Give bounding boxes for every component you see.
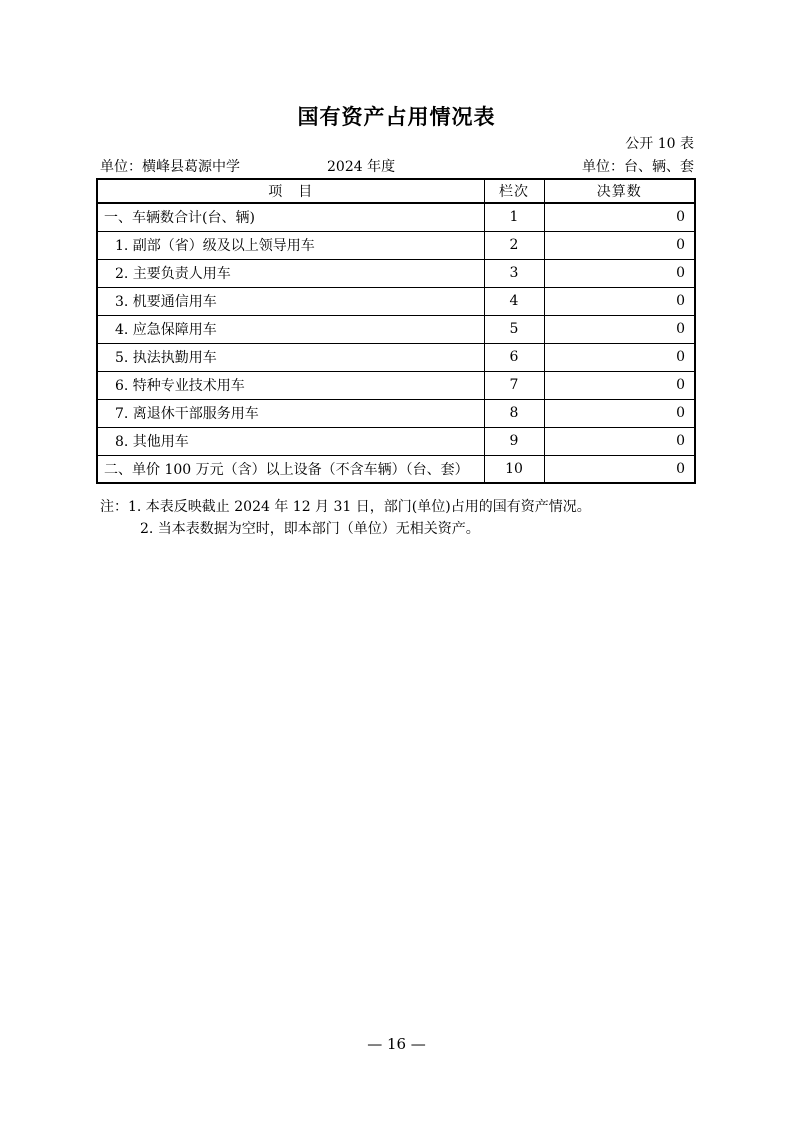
page-title: 国有资产占用情况表 [297, 105, 496, 129]
row-column-no: 4 [484, 287, 544, 315]
row-item-label: 1. 副部（省）级及以上领导用车 [97, 231, 484, 259]
reporting-unit: 单位：横峰县葛源中学 [100, 159, 240, 175]
row-value: 0 [544, 371, 695, 399]
row-item-label: 2. 主要负责人用车 [97, 259, 484, 287]
row-value: 0 [544, 287, 695, 315]
row-value: 0 [544, 399, 695, 427]
measurement-unit: 单位：台、辆、套 [582, 159, 694, 175]
table-row [97, 203, 695, 231]
column-header-column-no: 栏次 [484, 179, 544, 203]
row-item-label: 7. 离退休干部服务用车 [97, 399, 484, 427]
table-row [97, 231, 695, 259]
row-value: 0 [544, 343, 695, 371]
document-content [96, 0, 694, 540]
column-header-final-amount: 决算数 [544, 179, 695, 203]
column-header-item: 项 目 [97, 179, 484, 203]
table-row [97, 371, 695, 399]
row-item-label: 二、单价 100 万元（含）以上设备（不含车辆）（台、套） [97, 455, 484, 483]
row-column-no: 9 [484, 427, 544, 455]
row-item-label: 一、车辆数合计(台、辆) [97, 203, 484, 231]
row-value: 0 [544, 427, 695, 455]
note-line [100, 518, 694, 540]
row-column-no: 5 [484, 315, 544, 343]
table-row [97, 259, 695, 287]
header-row [97, 179, 695, 203]
row-value: 0 [544, 231, 695, 259]
note-text: 1. 本表反映截止 2024 年 12 月 31 日，部门(单位)占用的国有资产情况。 [128, 499, 591, 515]
row-item-label: 8. 其他用车 [97, 427, 484, 455]
row-value: 0 [544, 455, 695, 483]
table-row [97, 399, 695, 427]
note-label: 注： [100, 499, 128, 515]
table-row [97, 287, 695, 315]
row-item-label: 4. 应急保障用车 [97, 315, 484, 343]
note-text: 2. 当本表数据为空时，即本部门（单位）无相关资产。 [140, 521, 480, 537]
row-value: 0 [544, 203, 695, 231]
table-row [97, 343, 695, 371]
table-row [97, 315, 695, 343]
assets-table-header [97, 179, 695, 203]
fiscal-year: 2024 年度 [327, 159, 396, 175]
row-item-label: 3. 机要通信用车 [97, 287, 484, 315]
table-row [97, 455, 695, 483]
row-column-no: 7 [484, 371, 544, 399]
row-column-no: 8 [484, 399, 544, 427]
table-number: 公开 10 表 [625, 136, 694, 152]
row-item-label: 5. 执法执勤用车 [97, 343, 484, 371]
row-item-label: 6. 特种专业技术用车 [97, 371, 484, 399]
assets-table [96, 178, 696, 484]
table-row [97, 427, 695, 455]
row-column-no: 6 [484, 343, 544, 371]
row-value: 0 [544, 259, 695, 287]
row-value: 0 [544, 315, 695, 343]
note-line [100, 496, 694, 518]
table-meta-row [96, 158, 694, 178]
row-column-no: 10 [484, 455, 544, 483]
row-column-no: 3 [484, 259, 544, 287]
row-column-no: 2 [484, 231, 544, 259]
table-notes [100, 496, 694, 540]
row-column-no: 1 [484, 203, 544, 231]
page-number: — 16 — [367, 1035, 426, 1053]
